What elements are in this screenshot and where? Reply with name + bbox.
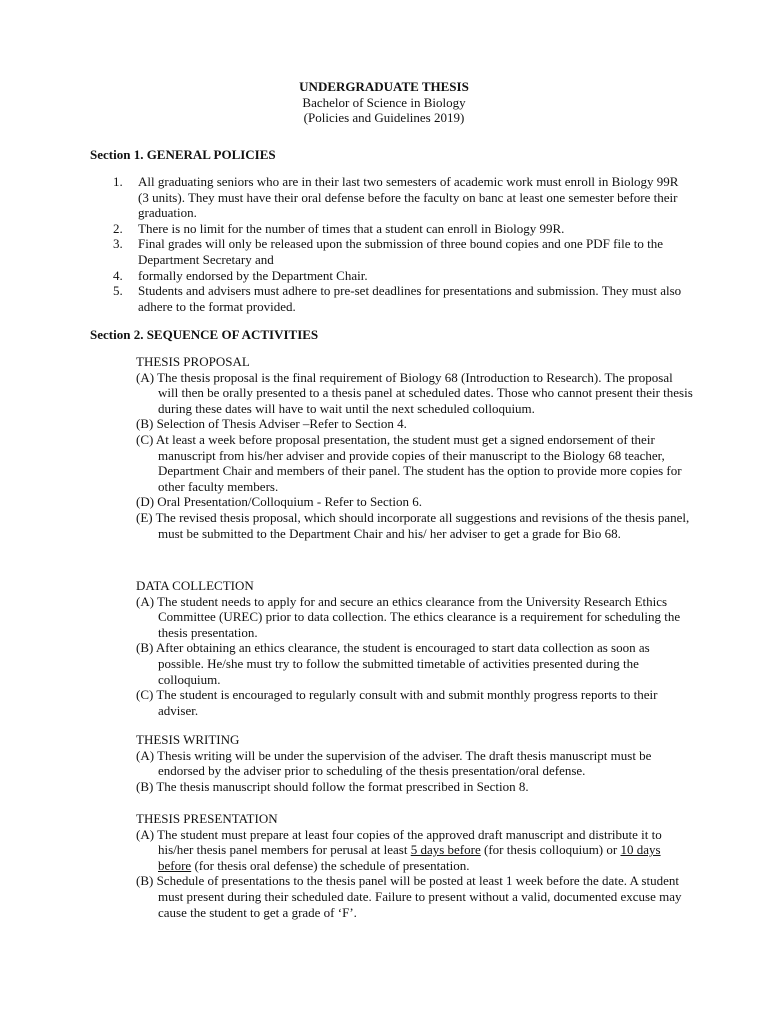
list-item: 3. Final grades will only be released upon the submission of three bound copies and one PDF file to the Department Secretary and xyxy=(113,236,663,267)
list-item: 5. Students and advisers must adhere to pre-set deadlines for presentations and submission. They must also adhere to the format provided. xyxy=(113,283,682,314)
thesis-writing-block xyxy=(136,732,696,794)
list-item: (C) The student is encouraged to regularly consult with and submit monthly progress reports to their adviser. xyxy=(136,687,658,718)
document-title: UNDERGRADUATE THESIS xyxy=(299,79,469,94)
list-item: (A) The thesis proposal is the final requirement of Biology 68 (Introduction to Research). The proposal will then be orally presented to a thesis panel at scheduled dates. Those who cannot present their thesis during these dates will have to wait until the next scheduled colloquium. xyxy=(136,369,693,416)
list-item: (C) At least a week before proposal presentation, the student must get a signed endorsement of their manuscript from his/her adviser and provide copies of their manuscript to the Biology 68 teacher, Department Chair and members of their panel. The student has the option to provide more copies for other faculty members. xyxy=(136,431,682,494)
list-item: 2. There is no limit for the number of times that a student can enroll in Biology 99R. xyxy=(113,220,565,236)
list-item: (A) Thesis writing will be under the supervision of the adviser. The draft thesis manuscript must be endorsed by the adviser prior to scheduling of the thesis presentation/oral defense. xyxy=(136,747,652,779)
list-item: (D) Oral Presentation/Colloquium - Refer to Section 6. xyxy=(136,494,422,510)
general-policies-list xyxy=(90,174,690,314)
subsection-title: DATA COLLECTION xyxy=(136,578,254,593)
list-item: (E) The revised thesis proposal, which should incorporate all suggestions and revisions of the thesis panel, must be submitted to the Department Chair and his/ her adviser to get a grade for Bio 68. xyxy=(136,509,690,541)
document-subtitle: Bachelor of Science in Biology xyxy=(302,94,466,110)
list-item: (A) The student needs to apply for and secure an ethics clearance from the University Research Ethics Committee (UREC) prior to data collection. The ethics clearance is a requirement for scheduling the thesis presentation. xyxy=(136,593,681,640)
deadline-colloquium: 5 days before xyxy=(410,842,481,858)
list-item: 1. All graduating seniors who are in their last two semesters of academic work must enroll in Biology 99R (3 units). They must have their oral defense before the faculty on banc at least one semester before their graduation. xyxy=(113,174,679,221)
data-collection-block xyxy=(136,578,696,718)
list-item: (B) Schedule of presentations to the thesis panel will be posted at least 1 week before the date. A student must present during their scheduled date. Failure to present without a valid, documented excuse may cause the student to get a grade of ‘F’. xyxy=(136,873,682,920)
list-item: (B) The thesis manuscript should follow the format prescribed in Section 8. xyxy=(136,778,529,794)
list-item: (B) Selection of Thesis Adviser –Refer to Section 4. xyxy=(136,416,407,432)
subsection-title: THESIS WRITING xyxy=(136,732,240,747)
list-item: 4. formally endorsed by the Department Chair. xyxy=(113,267,368,283)
document-header xyxy=(0,79,768,126)
list-item: (B) After obtaining an ethics clearance, the student is encouraged to start data collection as soon as possible. He/she must try to follow the submitted timetable of activities presented during the colloquium. xyxy=(136,640,650,687)
thesis-proposal-block xyxy=(136,354,696,541)
list-item: (A) The student must prepare at least four copies of the approved draft manuscript and distribute it to his/her thesis panel members for perusal at least 5 days before (for thesis colloquium) or 10 days before (for thesis oral defense) the schedule of presentation. xyxy=(136,826,662,873)
subsection-title: THESIS PROPOSAL xyxy=(136,354,250,369)
subsection-title: THESIS PRESENTATION xyxy=(136,811,278,826)
section-1-title: Section 1. GENERAL POLICIES xyxy=(90,147,276,162)
document-edition: (Policies and Guidelines 2019) xyxy=(303,110,465,125)
section-2-title: Section 2. SEQUENCE OF ACTIVITIES xyxy=(90,327,319,342)
deadline-oral-defense: 10 days before xyxy=(158,842,661,873)
thesis-presentation-block xyxy=(136,811,696,920)
